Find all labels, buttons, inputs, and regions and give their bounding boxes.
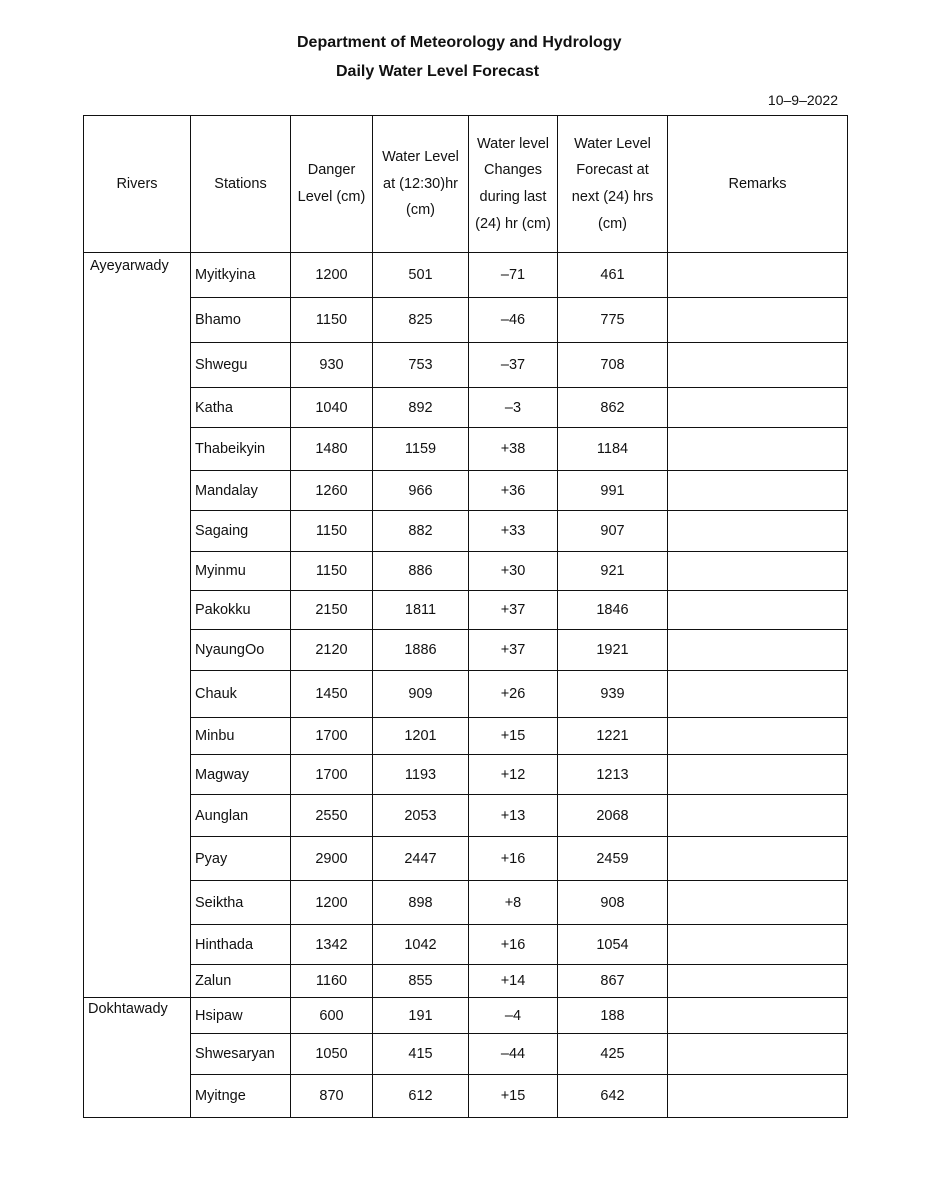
remarks-cell [668,1034,848,1075]
column-header-danger-level: Danger Level (cm) [291,116,373,253]
remarks-cell [668,795,848,837]
table-row [84,630,848,671]
danger-level-cell: 1150 [291,552,373,591]
page-subtitle: Daily Water Level Forecast [336,63,540,80]
danger-level-cell: 1700 [291,755,373,795]
forecast-cell: 708 [558,343,668,388]
remarks-cell [668,343,848,388]
table-row [84,925,848,965]
table-row [84,388,848,428]
water-level-change-cell: +13 [469,795,558,837]
table-row [84,881,848,925]
forecast-cell: 862 [558,388,668,428]
station-name-cell: Zalun [191,965,291,998]
remarks-cell [668,925,848,965]
danger-level-cell: 2150 [291,591,373,630]
remarks-cell [668,591,848,630]
station-name-cell: Shwegu [191,343,291,388]
water-level-change-cell: +36 [469,471,558,511]
water-level-cell: 415 [373,1034,469,1075]
danger-level-cell: 2900 [291,837,373,881]
table-row [84,837,848,881]
water-level-change-cell: +16 [469,925,558,965]
column-header-forecast: Water Level Forecast at next (24) hrs (cm) [558,116,668,253]
water-level-cell: 966 [373,471,469,511]
table-row [84,552,848,591]
station-name-cell: Aunglan [191,795,291,837]
water-level-change-cell: +26 [469,671,558,718]
danger-level-cell: 1200 [291,253,373,298]
water-level-cell: 1193 [373,755,469,795]
water-level-cell: 1201 [373,718,469,755]
danger-level-cell: 600 [291,998,373,1034]
table-body [84,253,848,1118]
table-row [84,471,848,511]
forecast-cell: 1846 [558,591,668,630]
danger-level-cell: 1150 [291,511,373,552]
station-name-cell: Minbu [191,718,291,755]
table-row [84,718,848,755]
forecast-cell: 1184 [558,428,668,471]
remarks-cell [668,837,848,881]
river-name: Ayeyarwady [84,253,191,998]
table-row [84,1034,848,1075]
forecast-cell: 1054 [558,925,668,965]
table-row [84,428,848,471]
danger-level-cell: 2120 [291,630,373,671]
danger-level-cell: 1160 [291,965,373,998]
water-level-table [83,115,848,1118]
station-name-cell: Pyay [191,837,291,881]
water-level-cell: 855 [373,965,469,998]
forecast-cell: 991 [558,471,668,511]
remarks-cell [668,253,848,298]
water-level-change-cell: –4 [469,998,558,1034]
station-name-cell: NyaungOo [191,630,291,671]
station-name-cell: Hinthada [191,925,291,965]
danger-level-cell: 870 [291,1075,373,1118]
remarks-cell [668,428,848,471]
water-level-change-cell: +33 [469,511,558,552]
danger-level-cell: 930 [291,343,373,388]
water-level-change-cell: +38 [469,428,558,471]
danger-level-cell: 1342 [291,925,373,965]
station-name-cell: Shwesaryan [191,1034,291,1075]
remarks-cell [668,998,848,1034]
remarks-cell [668,471,848,511]
water-level-change-cell: +16 [469,837,558,881]
water-level-cell: 1159 [373,428,469,471]
water-level-change-cell: +37 [469,630,558,671]
water-level-change-cell: +15 [469,1075,558,1118]
table-row [84,795,848,837]
water-level-change-cell: –71 [469,253,558,298]
station-name-cell: Myitkyina [191,253,291,298]
forecast-cell: 2459 [558,837,668,881]
remarks-cell [668,552,848,591]
water-level-change-cell: +14 [469,965,558,998]
water-level-cell: 2053 [373,795,469,837]
danger-level-cell: 1480 [291,428,373,471]
water-level-change-cell: –3 [469,388,558,428]
station-name-cell: Mandalay [191,471,291,511]
station-name-cell: Magway [191,755,291,795]
water-level-cell: 501 [373,253,469,298]
table-row [84,298,848,343]
table-header-row [84,116,848,253]
table-row [84,755,848,795]
station-name-cell: Chauk [191,671,291,718]
water-level-cell: 191 [373,998,469,1034]
danger-level-cell: 1050 [291,1034,373,1075]
forecast-cell: 775 [558,298,668,343]
water-level-cell: 825 [373,298,469,343]
forecast-cell: 907 [558,511,668,552]
station-name-cell: Seiktha [191,881,291,925]
water-level-change-cell: +37 [469,591,558,630]
table-row [84,591,848,630]
table-row [84,343,848,388]
remarks-cell [668,718,848,755]
column-header-water-level-change: Water level Changes during last (24) hr (cm) [469,116,558,253]
water-level-cell: 753 [373,343,469,388]
column-header-rivers: Rivers [84,116,191,253]
water-level-change-cell: +15 [469,718,558,755]
station-name-cell: Myitnge [191,1075,291,1118]
water-level-cell: 2447 [373,837,469,881]
water-level-cell: 1811 [373,591,469,630]
page-title: Department of Meteorology and Hydrology [297,34,622,51]
remarks-cell [668,511,848,552]
station-name-cell: Myinmu [191,552,291,591]
report-date: 10–9–2022 [767,92,838,108]
station-name-cell: Hsipaw [191,998,291,1034]
forecast-cell: 1221 [558,718,668,755]
water-level-cell: 1886 [373,630,469,671]
station-name-cell: Katha [191,388,291,428]
forecast-cell: 2068 [558,795,668,837]
forecast-cell: 642 [558,1075,668,1118]
danger-level-cell: 1040 [291,388,373,428]
table-row [84,998,848,1034]
danger-level-cell: 1200 [291,881,373,925]
forecast-cell: 908 [558,881,668,925]
water-level-change-cell: +8 [469,881,558,925]
water-level-change-cell: +12 [469,755,558,795]
remarks-cell [668,298,848,343]
river-name: Dokhtawady [84,998,191,1118]
forecast-cell: 188 [558,998,668,1034]
forecast-cell: 939 [558,671,668,718]
remarks-cell [668,630,848,671]
danger-level-cell: 1450 [291,671,373,718]
table-row [84,965,848,998]
column-header-stations: Stations [191,116,291,253]
column-header-water-level: Water Level at (12:30)hr (cm) [373,116,469,253]
water-level-cell: 892 [373,388,469,428]
station-name-cell: Bhamo [191,298,291,343]
column-header-remarks: Remarks [668,116,848,253]
danger-level-cell: 1260 [291,471,373,511]
table-row [84,1075,848,1118]
forecast-cell: 425 [558,1034,668,1075]
water-level-cell: 882 [373,511,469,552]
forecast-cell: 921 [558,552,668,591]
forecast-cell: 867 [558,965,668,998]
remarks-cell [668,388,848,428]
remarks-cell [668,881,848,925]
water-level-cell: 1042 [373,925,469,965]
station-name-cell: Sagaing [191,511,291,552]
danger-level-cell: 1700 [291,718,373,755]
table-row [84,671,848,718]
station-name-cell: Pakokku [191,591,291,630]
forecast-cell: 1213 [558,755,668,795]
forecast-cell: 461 [558,253,668,298]
water-level-change-cell: +30 [469,552,558,591]
station-name-cell: Thabeikyin [191,428,291,471]
remarks-cell [668,965,848,998]
table-row [84,253,848,298]
remarks-cell [668,671,848,718]
water-level-change-cell: –46 [469,298,558,343]
water-level-cell: 886 [373,552,469,591]
water-level-change-cell: –37 [469,343,558,388]
remarks-cell [668,755,848,795]
water-level-cell: 909 [373,671,469,718]
remarks-cell [668,1075,848,1118]
forecast-cell: 1921 [558,630,668,671]
danger-level-cell: 2550 [291,795,373,837]
water-level-cell: 612 [373,1075,469,1118]
water-level-change-cell: –44 [469,1034,558,1075]
water-level-cell: 898 [373,881,469,925]
danger-level-cell: 1150 [291,298,373,343]
table-row [84,511,848,552]
